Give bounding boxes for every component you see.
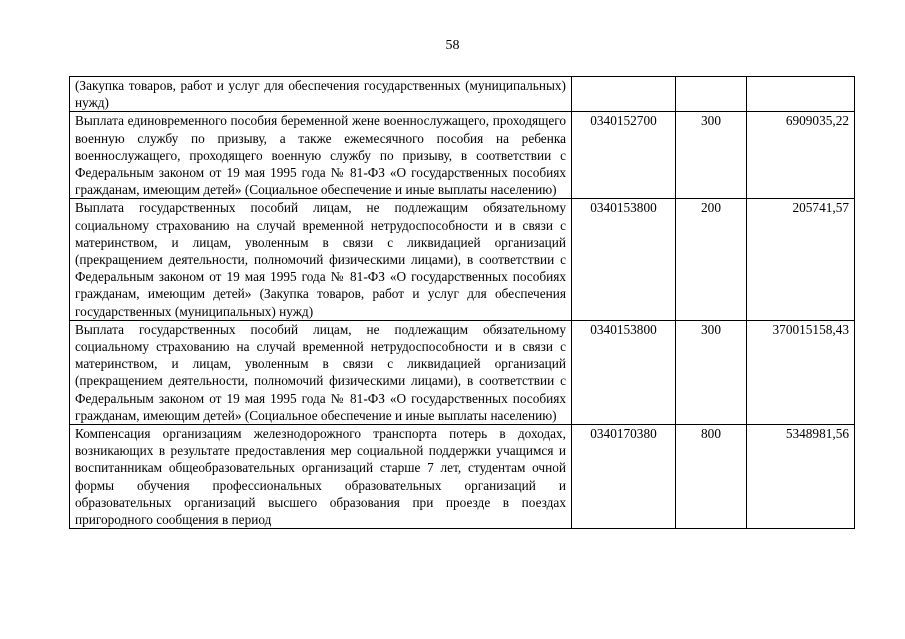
table-row <box>70 320 855 424</box>
row-sum <box>747 77 855 112</box>
row-type: 800 <box>676 425 747 529</box>
row-sum: 370015158,43 <box>747 320 855 424</box>
row-type: 200 <box>676 199 747 320</box>
row-type: 300 <box>676 112 747 199</box>
row-description: Выплата государственных пособий лицам, не подлежащим обязательному социальному страхованию на случай временной нетрудоспособности и в связи с материнством, и лицам, уволенным в связи с ликвидацией организаций (прекращением деятельности, полномочий физическими лицами), в соответствии с Федеральным законом от 19 мая 1995 года № 81-ФЗ «О государственных пособиях гражданам, имеющим детей» (Закупка товаров, работ и услуг для обеспечения государственных (муниципальных) нужд) <box>70 199 572 320</box>
table-row <box>70 425 855 529</box>
row-description: Компенсация организациям железнодорожного транспорта потерь в доходах, возникающих в результате предоставления мер социальной поддержки учащимся и воспитанникам общеобразовательных организаций старше 7 лет, студентам очной формы обучения профессиональных образовательных организаций и образовательных организаций высшего образования при проезде в поездах пригородного сообщения в период <box>70 425 572 529</box>
row-description: (Закупка товаров, работ и услуг для обеспечения государственных (муниципальных) нужд) <box>70 77 572 112</box>
page-number: 58 <box>445 38 460 53</box>
row-code: 0340152700 <box>572 112 676 199</box>
budget-table <box>69 76 855 529</box>
row-sum: 6909035,22 <box>747 112 855 199</box>
table-row <box>70 112 855 199</box>
table-row <box>70 199 855 320</box>
row-code <box>572 77 676 112</box>
row-code: 0340153800 <box>572 320 676 424</box>
row-type: 300 <box>676 320 747 424</box>
row-sum: 5348981,56 <box>747 425 855 529</box>
row-code: 0340170380 <box>572 425 676 529</box>
row-code: 0340153800 <box>572 199 676 320</box>
row-sum: 205741,57 <box>747 199 855 320</box>
table-row <box>70 77 855 112</box>
row-type <box>676 77 747 112</box>
row-description: Выплата единовременного пособия беременной жене военнослужащего, проходящего военную службу по призыву, а также ежемесячного пособия на ребенка военнослужащего, проходящего военную службу по призыву, в соответствии с Федеральным законом от 19 мая 1995 года № 81-ФЗ «О государственных пособиях гражданам, имеющим детей» (Социальное обеспечение и иные выплаты населению) <box>70 112 572 199</box>
row-description: Выплата государственных пособий лицам, не подлежащим обязательному социальному страхованию на случай временной нетрудоспособности и в связи с материнством, и лицам, уволенным в связи с ликвидацией организаций (прекращением деятельности, полномочий физическими лицами), в соответствии с Федеральным законом от 19 мая 1995 года № 81-ФЗ «О государственных пособиях гражданам, имеющим детей» (Социальное обеспечение и иные выплаты населению) <box>70 320 572 424</box>
